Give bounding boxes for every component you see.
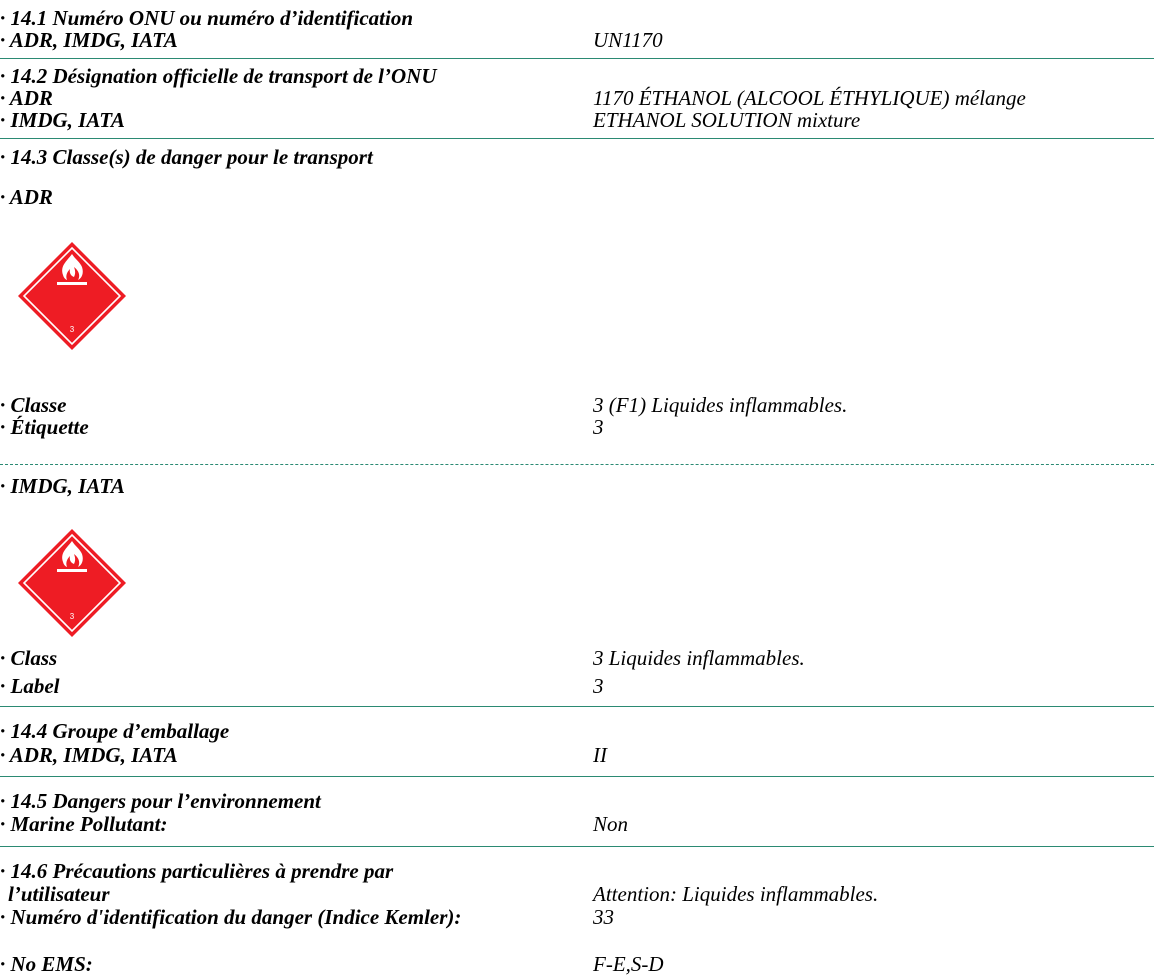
imdg-heading: · IMDG, IATA (0, 474, 125, 498)
imdg-label-value: 3 (593, 674, 604, 698)
section-divider (0, 776, 1154, 777)
adr-designation-label: · ADR (0, 86, 53, 110)
section-divider (0, 846, 1154, 847)
adr-label-label: · Étiquette (0, 415, 89, 439)
adr-class-value: 3 (F1) Liquides inflammables. (593, 393, 848, 417)
kemler-value: 33 (593, 905, 614, 929)
packing-group-label: · ADR, IMDG, IATA (0, 743, 178, 767)
special-precautions-value: Attention: Liquides inflammables. (593, 882, 879, 906)
section-14-3-title: · 14.3 Classe(s) de danger pour le transport (0, 145, 373, 169)
packing-group-value: II (593, 743, 607, 767)
section-14-2-title: · 14.2 Désignation officielle de transport de l’ONU (0, 64, 437, 88)
subsection-divider (0, 464, 1154, 465)
marine-pollutant-value: Non (593, 812, 629, 836)
pictogram-class-number: 3 (69, 325, 75, 334)
pictogram-class-number: 3 (69, 612, 75, 621)
imdg-designation-value: ETHANOL SOLUTION mixture (593, 108, 861, 132)
section-divider (0, 138, 1154, 139)
adr-label-value: 3 (593, 415, 604, 439)
imdg-class-value: 3 Liquides inflammables. (593, 646, 805, 670)
section-14-6-title: · 14.6 Précautions particulières à prendre par (0, 859, 394, 883)
un-number-value: UN1170 (593, 28, 663, 52)
ems-value: F-E,S-D (593, 952, 664, 976)
kemler-label: · Numéro d'identification du danger (Indice Kemler): (0, 905, 462, 929)
marine-pollutant-label: · Marine Pollutant: (0, 812, 168, 836)
ems-label: · No EMS: (0, 952, 93, 976)
adr-class-label: · Classe (0, 393, 67, 417)
adr-heading: · ADR (0, 185, 53, 209)
flammable-liquid-class3-diamond-icon (16, 527, 128, 639)
section-divider (0, 706, 1154, 707)
section-14-4-title: · 14.4 Groupe d’emballage (0, 719, 230, 743)
imdg-class-label: · Class (0, 646, 58, 670)
section-14-1-title: · 14.1 Numéro ONU ou numéro d’identification (0, 6, 414, 30)
imdg-label-label: · Label (0, 674, 60, 698)
section-14-5-title: · 14.5 Dangers pour l’environnement (0, 789, 321, 813)
section-14-6-title-continued: l’utilisateur (8, 882, 110, 906)
adr-designation-value: 1170 ÉTHANOL (ALCOOL ÉTHYLIQUE) mélange (593, 86, 1026, 110)
un-number-label: · ADR, IMDG, IATA (0, 28, 178, 52)
imdg-designation-label: · IMDG, IATA (0, 108, 125, 132)
flammable-liquid-class3-diamond-icon (16, 240, 128, 352)
section-divider (0, 58, 1154, 59)
